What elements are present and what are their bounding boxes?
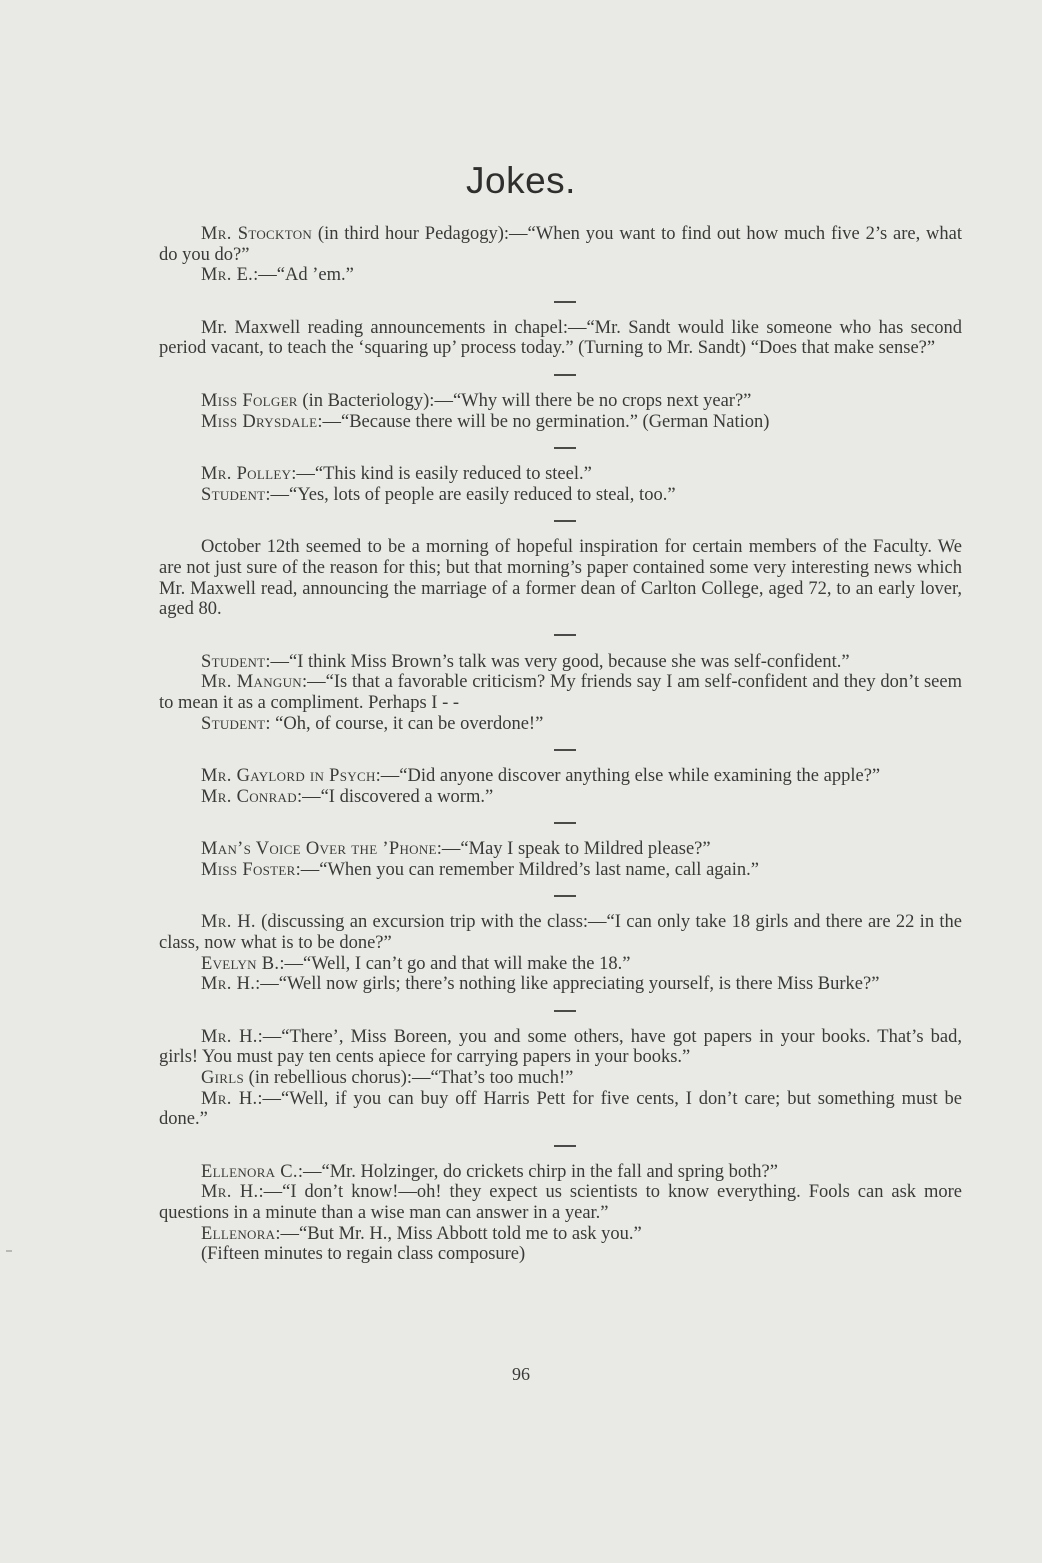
joke-block (159, 537, 962, 619)
page-title: Jokes. (466, 160, 576, 201)
speaker-name: Mr. Conrad (201, 786, 297, 807)
joke-block (159, 464, 962, 505)
margin-mark (6, 1250, 12, 1252)
speaker-name: Miss Drysdale (201, 411, 318, 432)
joke-separator (159, 812, 962, 834)
joke-line (159, 766, 962, 787)
joke-block (159, 912, 962, 994)
joke-separator (159, 739, 962, 761)
separator-dash (554, 634, 576, 636)
joke-separator (159, 437, 962, 459)
separator-dash (554, 447, 576, 449)
separator-dash (554, 1010, 576, 1012)
joke-line (159, 839, 962, 860)
joke-text: :—“Well, I can’t go and that will make the 18.” (279, 953, 631, 974)
joke-text: : “Oh, of course, it can be overdone!” (265, 713, 544, 734)
joke-line (159, 787, 962, 808)
joke-line (159, 860, 962, 881)
joke-text: :—“There’, Miss Boreen, you and some others, have got papers in your books. That’s bad, girls! You must pay ten cents apiece for carrying papers in your books.” (159, 1026, 962, 1068)
separator-dash (554, 374, 576, 376)
joke-line (159, 485, 962, 506)
joke-text: :—“This kind is easily reduced to steel.” (291, 464, 592, 485)
speaker-name: Student (201, 713, 266, 734)
joke-block (159, 318, 962, 359)
joke-text: October 12th seemed to be a morning of hopeful inspiration for certain members of the Faculty. We are not just sure of the reason for this; but that morning’s paper contained some very interesting news which Mr. Maxwell read, announcing the marriage of a former dean of Carlton College, aged 72, to an early lover, aged 80. (159, 537, 962, 620)
speaker-name: Mr. H. (201, 1026, 258, 1047)
speaker-name: Mr. Stockton (201, 224, 313, 244)
joke-text: :—“But Mr. H., Miss Abbott told me to ask you.” (275, 1223, 642, 1244)
joke-separator (159, 625, 962, 647)
separator-dash (554, 301, 576, 303)
speaker-name: Miss Folger (201, 390, 298, 411)
joke-text: (in Bacteriology):—“Why will there be no crops next year?” (297, 390, 752, 411)
speaker-name: Mr. H. (201, 1088, 258, 1109)
joke-line (159, 652, 962, 673)
speaker-name: Mr. Mangun (201, 672, 302, 693)
joke-line (159, 1162, 962, 1183)
joke-text: :—“Well, if you can buy off Harris Pett for five cents, I don’t care; but something must be done.” (159, 1088, 962, 1130)
joke-text: :—“Did anyone discover anything else while examining the apple?” (375, 766, 881, 787)
joke-text: :—“Mr. Holzinger, do crickets chirp in the fall and spring both?” (297, 1161, 778, 1182)
separator-dash (554, 520, 576, 522)
joke-line (159, 912, 962, 953)
joke-line (159, 672, 962, 713)
joke-separator (159, 885, 962, 907)
joke-line (159, 318, 962, 359)
joke-line (159, 1224, 962, 1245)
joke-line (159, 974, 962, 995)
joke-block (159, 652, 962, 734)
separator-dash (554, 895, 576, 897)
joke-line (159, 464, 962, 485)
speaker-name: Mr. Gaylord in Psych (201, 766, 376, 787)
joke-block (159, 1162, 962, 1265)
speaker-name: Mr. H. (201, 974, 256, 995)
speaker-name: Mr. H. (201, 912, 256, 933)
joke-text: :—“I don’t know!—oh! they expect us scientists to know everything. Fools can ask more questions in a minute than a wise man can answer in a year.” (159, 1182, 963, 1223)
speaker-name: Girls (201, 1068, 245, 1089)
joke-text: (in rebellious chorus):—“That’s too much!” (244, 1068, 574, 1089)
joke-line (159, 1068, 962, 1089)
separator-dash (554, 749, 576, 751)
separator-dash (554, 1145, 576, 1147)
page-number: 96 (512, 1364, 530, 1384)
joke-line (159, 1182, 962, 1223)
speaker-name: Mr. E. (201, 265, 254, 286)
speaker-name: Ellenora (201, 1223, 276, 1244)
joke-text: :—“May I speak to Mildred please?” (436, 839, 711, 860)
joke-separator (159, 364, 962, 386)
joke-separator (159, 1000, 962, 1022)
joke-line (159, 265, 962, 286)
speaker-name: Mr. H. (201, 1182, 259, 1203)
joke-block (159, 1027, 962, 1130)
joke-separator (159, 1135, 962, 1157)
speaker-name: Miss Foster (201, 859, 296, 880)
joke-line (159, 954, 962, 975)
joke-separator (159, 510, 962, 532)
joke-text: :—“When you can remember Mildred’s last name, call again.” (295, 859, 759, 880)
joke-line (159, 537, 962, 619)
joke-text: :—“Ad ’em.” (253, 265, 354, 286)
joke-line (159, 1244, 962, 1265)
joke-text: :—“I think Miss Brown’s talk was very good, because she was self-confident.” (265, 651, 850, 672)
joke-text: :—“Yes, lots of people are easily reduced to steal, too.” (265, 484, 676, 505)
joke-block (159, 224, 962, 286)
joke-text: (in third hour Pedagogy):—“When you want to find out how much five 2’s are, what do you do?” (159, 224, 962, 265)
joke-line (159, 714, 962, 735)
joke-text: Mr. Maxwell reading announcements in chapel:—“Mr. Sandt would like someone who has second period vacant, to teach the ‘squaring up’ process today.” (Turning to Mr. Sandt) “Does that make sense?” (159, 317, 962, 359)
speaker-name: Ellenora C. (201, 1161, 298, 1182)
joke-block (159, 766, 962, 807)
joke-line (159, 224, 962, 265)
joke-text: :—“I discovered a worm.” (296, 786, 494, 807)
speaker-name: Evelyn B. (201, 953, 280, 974)
joke-line (159, 1089, 962, 1130)
speaker-name: Student (201, 651, 266, 672)
joke-text: (Fifteen minutes to regain class composure) (201, 1244, 526, 1265)
joke-text: (discussing an excursion trip with the class:—“I can only take 18 girls and there are 22 in the class, now what is to be done?” (159, 912, 963, 954)
joke-block (159, 839, 962, 880)
separator-dash (554, 822, 576, 824)
speaker-name: Student (201, 484, 266, 505)
speaker-name: Man’s Voice Over the ’Phone (201, 839, 437, 860)
joke-line (159, 391, 962, 412)
joke-text: :—“Well now girls; there’s nothing like appreciating yourself, is there Miss Burke?” (255, 974, 880, 995)
joke-text: :—“Is that a favorable criticism? My friends say I am self-confident and they don’t seem to mean it as a compliment. Perhaps I - - (159, 672, 962, 713)
joke-text: :—“Because there will be no germination.” (German Nation) (317, 411, 770, 432)
jokes-body (159, 224, 962, 1265)
joke-block (159, 391, 962, 432)
speaker-name: Mr. Polley (201, 464, 292, 485)
joke-separator (159, 291, 962, 313)
joke-line (159, 412, 962, 433)
joke-line (159, 1027, 962, 1068)
